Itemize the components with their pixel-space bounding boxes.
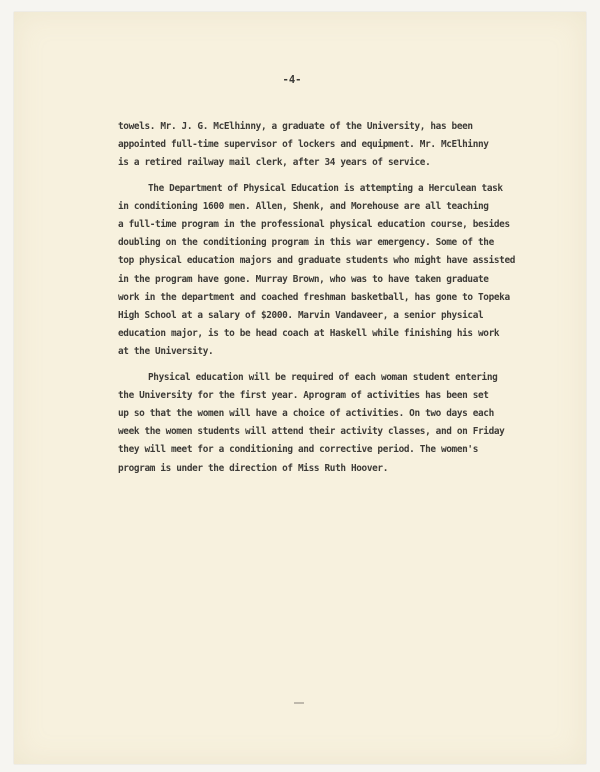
text-line: The Department of Physical Education is attempting a Herculean task	[148, 182, 503, 194]
paragraph-1	[118, 118, 558, 173]
page-number: -4-	[282, 74, 302, 86]
stray-mark	[294, 702, 304, 704]
text-line: High School at a salary of $2000. Marvin Vandaveer, a senior physical	[118, 310, 484, 322]
text-line: doubling on the conditioning program in this war emergency. Some of the	[118, 237, 494, 249]
text-line: the University for the first year. Aprogram of activities has been set	[118, 389, 489, 401]
text-line: appointed full-time supervisor of lockers and equipment. Mr. McElhinny	[118, 139, 489, 151]
text-line: a full-time program in the professional physical education course, besides	[118, 219, 510, 231]
text-line: at the University.	[118, 346, 214, 358]
text-line: they will meet for a conditioning and corrective period. The women's	[118, 444, 479, 456]
text-line: towels. Mr. J. G. McElhinny, a graduate of the University, has been	[118, 121, 473, 132]
text-line: in conditioning 1600 men. Allen, Shenk, and Morehouse are all teaching	[118, 200, 489, 212]
text-line: week the women students will attend their activity classes, and on Friday	[118, 426, 505, 438]
text-line: up so that the women will have a choice of activities. On two days each	[118, 408, 494, 420]
text-line: work in the department and coached freshman basketball, has gone to Topeka	[118, 291, 510, 303]
text-line: Physical education will be required of each woman student entering	[148, 371, 498, 383]
text-line: top physical education majors and graduate students who might have assisted	[118, 255, 516, 267]
paragraph-2	[118, 180, 558, 362]
text-line: is a retired railway mail clerk, after 34 years of service.	[118, 157, 431, 169]
paragraph-3	[118, 369, 558, 478]
text-line: program is under the direction of Miss Ruth Hoover.	[118, 462, 389, 474]
text-line: in the program have gone. Murray Brown, who was to have taken graduate	[118, 273, 489, 285]
body-text	[118, 118, 558, 485]
text-line: education major, is to be head coach at Haskell while finishing his work	[118, 328, 500, 340]
typewritten-sheet	[14, 12, 586, 764]
